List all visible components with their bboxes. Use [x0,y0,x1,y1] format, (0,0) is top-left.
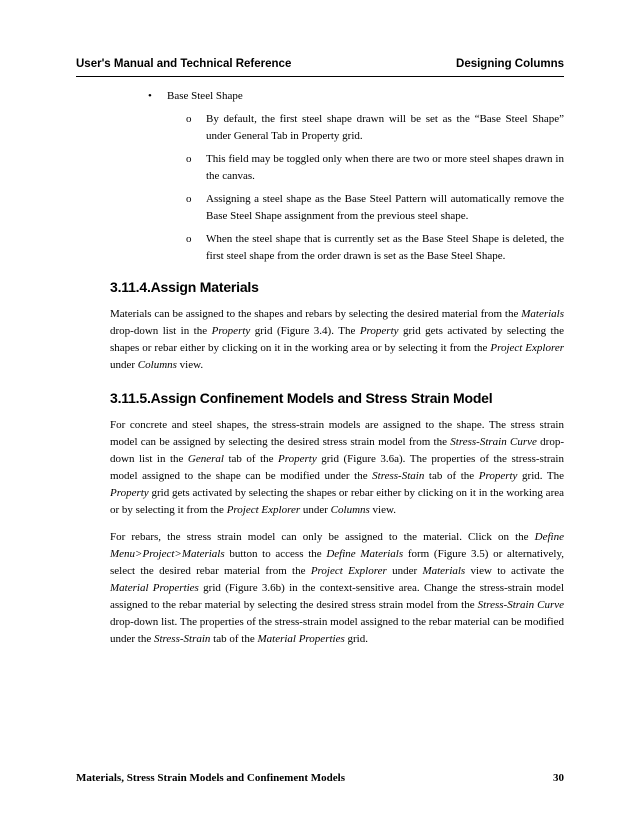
circle-bullet-icon: o [186,233,192,245]
text-run-italic: Columns [330,504,370,516]
text-run-italic: General [187,453,224,465]
text-run-italic: Property [359,325,399,337]
text-run: grid. [344,633,368,645]
text-run-italic: Columns [137,359,177,371]
sub-bullet [110,151,564,185]
sub-bullet [110,111,564,145]
text-run-italic: Property [278,453,317,465]
text-run-italic: Property [478,470,518,482]
bullet-item [110,88,564,105]
page-number: 30 [553,772,564,784]
text-run: grid. The [517,470,564,482]
bullet-dot-icon: • [148,90,152,102]
text-run: view. [176,359,204,371]
text-run: under [386,565,423,577]
text-run: view to activate the [465,565,564,577]
text-run-italic: Materials [422,565,466,577]
sub-bullet-text: When the steel shape that is currently set as the Base Steel Shape is deleted, the first steel shape from the order drawn is set as the Base Steel Shape. [206,233,564,262]
text-run: button to access the [224,548,327,560]
text-run: drop-down list in the [110,436,565,465]
text-run-italic: Material Properties [257,633,345,645]
text-run-italic: Stress-Strain Curve [450,436,537,448]
text-run-italic: Stress-Strain [153,633,211,645]
text-run-italic: Property [211,325,251,337]
sub-bullet [110,231,564,265]
text-run: view. [369,504,396,516]
section-heading-confinement-models: 3.11.5.Assign Confinement Models and Stress Strain Model [110,390,493,406]
text-run: For concrete and steel shapes, the stress-strain models are assigned to the shape. The stress strain model can be assigned by selecting the desired stress strain model from the [110,419,564,448]
page-header [76,58,564,77]
text-run: grid gets activated by selecting the shapes or rebar either by clicking on it in the working area or by selecting it from the [110,487,564,516]
header-section: Designing Columns [456,58,564,70]
text-run: tab of the [223,453,279,465]
text-run-italic: Define Materials [326,548,404,560]
text-run-italic: Project Explorer [490,342,564,354]
sub-bullet [110,191,564,225]
text-run-italic: Define Menu>Project>Materials [110,531,564,560]
text-run-italic: Project Explorer [226,504,301,516]
paragraph-assign-materials [110,306,564,374]
section-heading-assign-materials: 3.11.4.Assign Materials [110,279,259,295]
text-run: drop-down list. The properties of the stress-strain model assigned to the rebar material can be modified under the [110,616,564,645]
footer-title: Materials, Stress Strain Models and Confinement Models [76,772,345,784]
circle-bullet-icon: o [186,153,192,165]
text-run-italic: Materials [521,308,564,320]
paragraph-concrete-steel [110,417,564,519]
text-run: grid gets activated by selecting the shapes or rebar either by clicking on it in the working area or by selecting it from the [110,325,564,354]
text-run: tab of the [424,470,479,482]
bullet-label: Base Steel Shape [167,90,243,102]
text-run: grid (Figure 3.4). The [250,325,360,337]
sub-bullet-text: Assigning a steel shape as the Base Steel Pattern will automatically remove the Base Steel Shape assignment from the previous steel shape. [206,193,564,222]
text-run-italic: Project Explorer [310,565,387,577]
text-run: Materials can be assigned to the shapes and rebars by selecting the desired material from the [110,308,522,320]
text-run: form (Figure 3.5) or alternatively, select the desired rebar material from the [110,548,564,577]
text-run-italic: Stress-Strain Curve [477,599,565,611]
text-run: under [110,359,138,371]
text-run: grid (Figure 3.6b) in the context-sensitive area. Change the stress-strain model assigned to the rebar material by selecting the desired stress strain model from the [110,582,564,611]
text-run: under [300,504,331,516]
text-run: For rebars, the stress strain model can only be assigned to the material. Click on the [110,531,535,543]
sub-bullet-text: This field may be toggled only when there are two or more steel shapes drawn in the canvas. [206,153,564,182]
circle-bullet-icon: o [186,193,192,205]
text-run-italic: Property [110,487,149,499]
text-run: grid (Figure 3.6a). The properties of the stress-strain model assigned to the shape can be modified under the [110,453,564,482]
text-run: tab of the [210,633,258,645]
text-run: drop-down list in the [110,325,212,337]
sub-bullet-text: By default, the first steel shape drawn will be set as the “Base Steel Shape” under General Tab in Property grid. [206,113,564,142]
header-title: User's Manual and Technical Reference [76,58,292,70]
page-body [110,88,564,658]
text-run-italic: Material Properties [110,582,199,594]
text-run-italic: Stress-Stain [372,470,425,482]
paragraph-rebars [110,529,564,648]
circle-bullet-icon: o [186,113,192,125]
